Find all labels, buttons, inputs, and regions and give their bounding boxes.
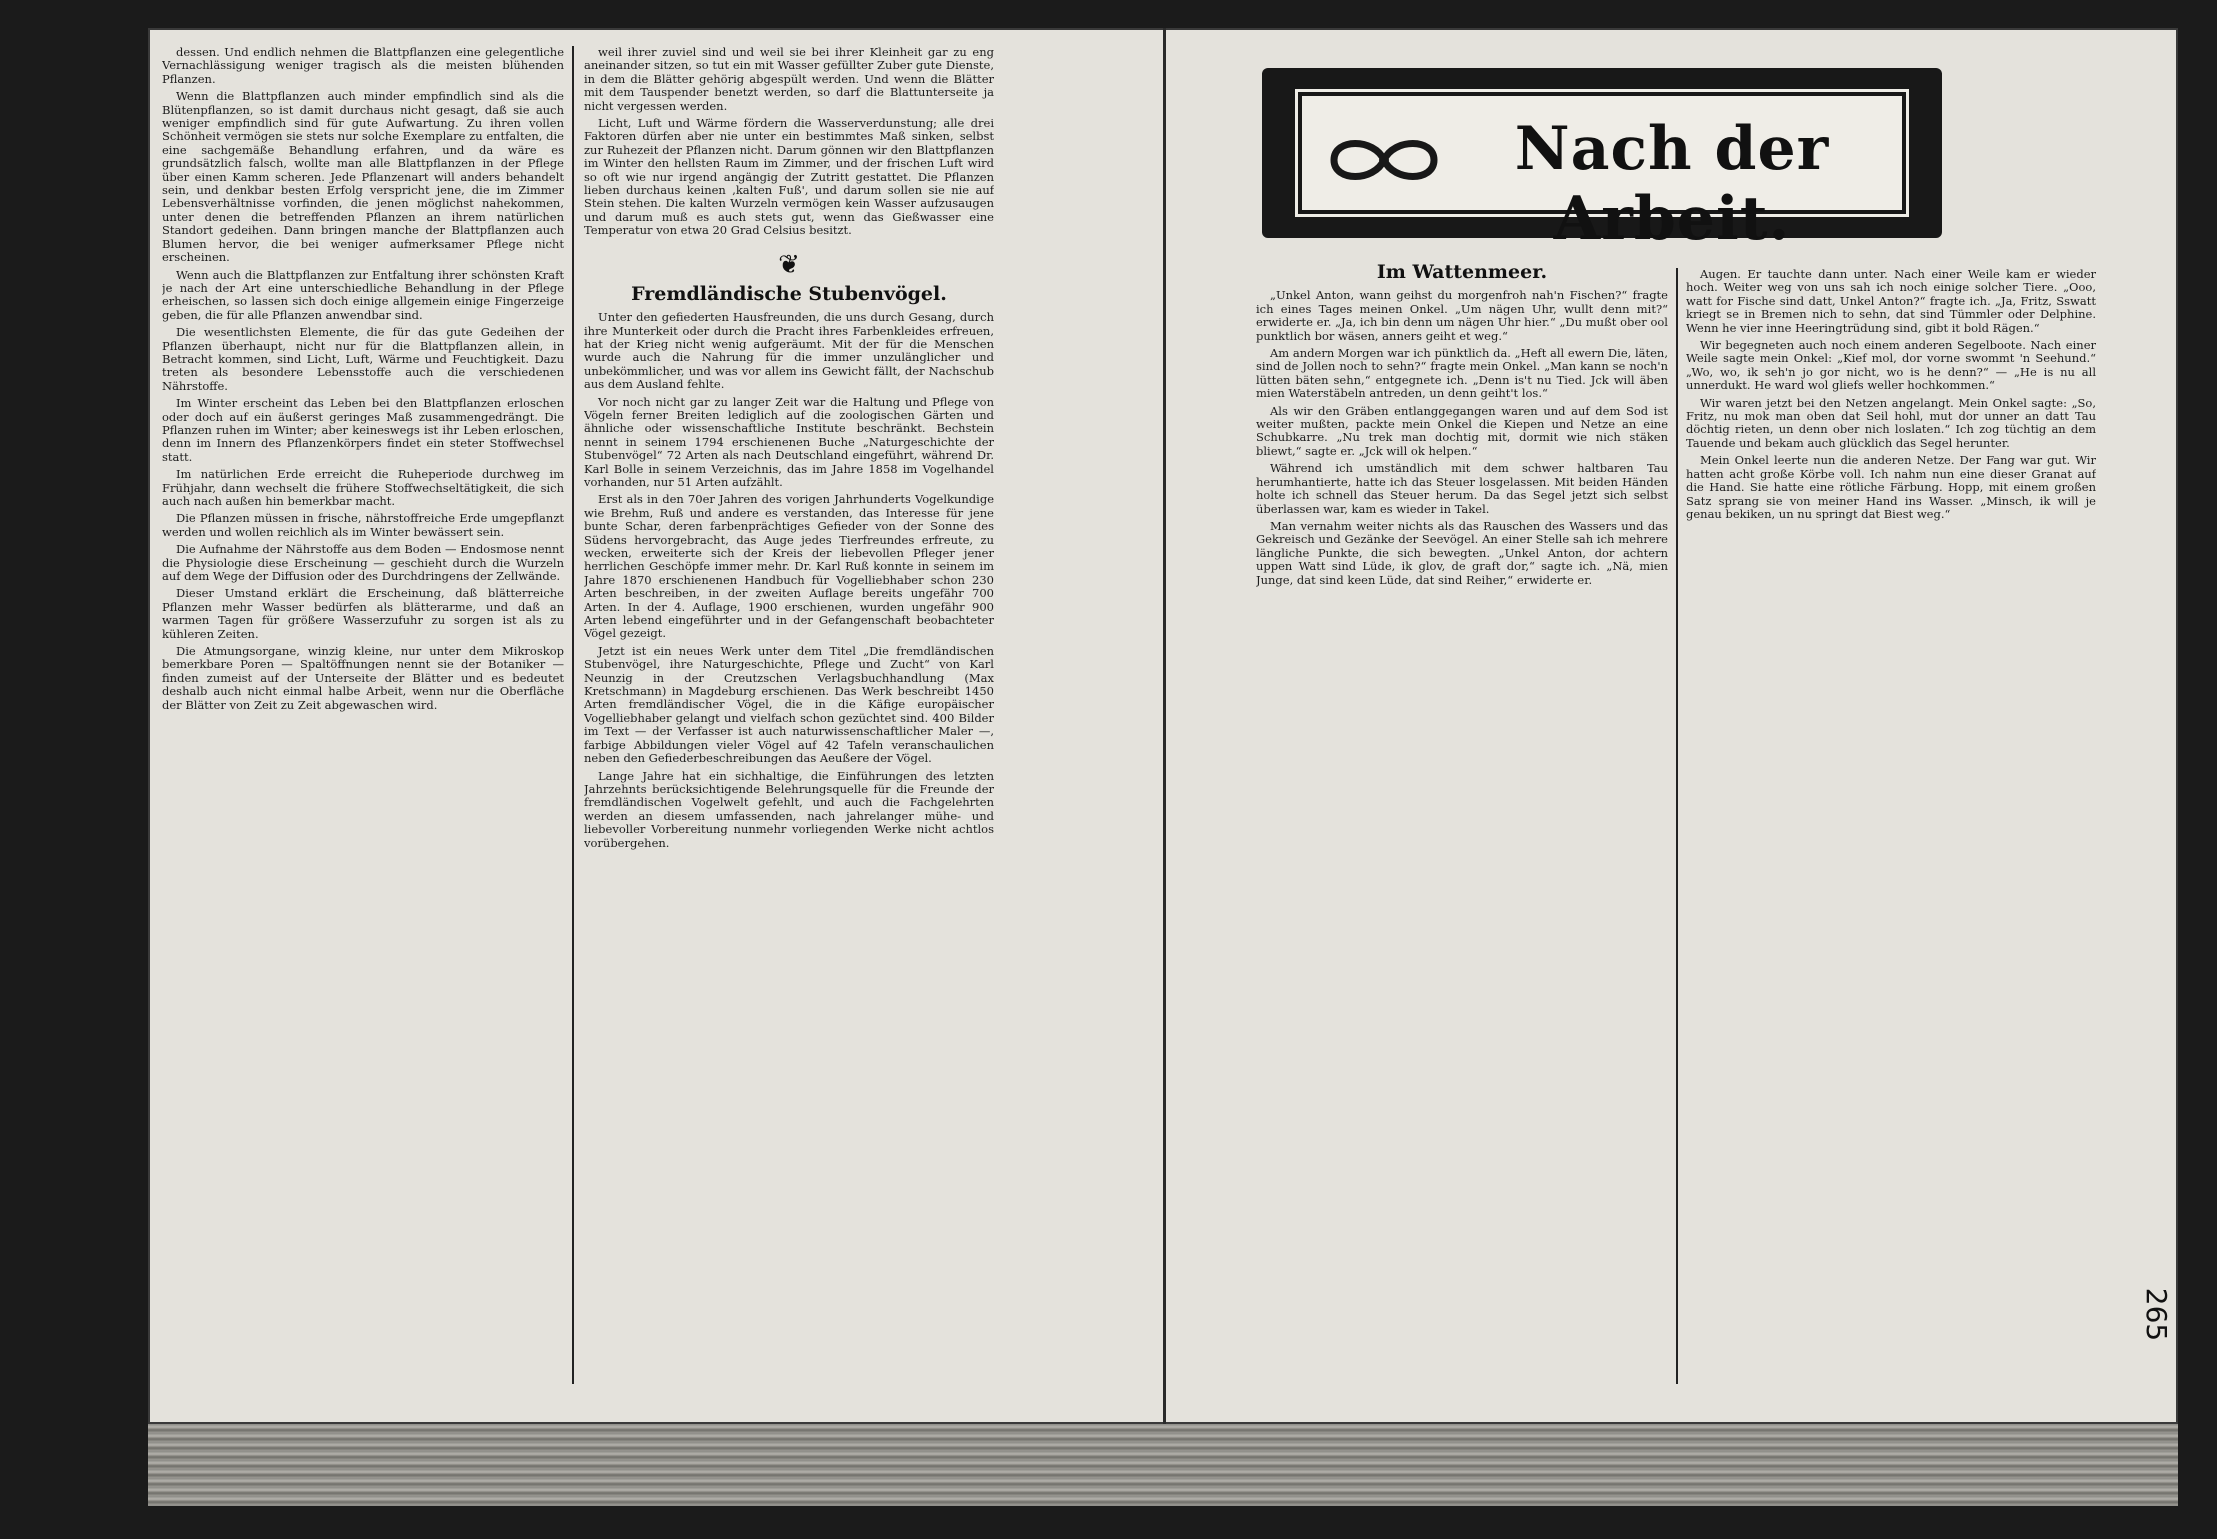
left-page xyxy=(148,28,1163,1424)
paragraph: Wir waren jetzt bei den Netzen angelangt. Mein Onkel sagte: „So, Fritz, nu mok man oben dat Seil hohl, mut dor unner an datt Tau döchtig rieten, un denn ober nich loslaten.“ Ich zog tüchtig an dem Tauende und bekam auch glücklich das Segel herunter. xyxy=(1686,395,2096,450)
paragraph: Die wesentlichsten Elemente, die für das gute Gedeihen der Pflanzen überhaupt, nicht nur für die Blattpflanzen allein, in Betracht kommen, sind Licht, Luft, Wärme und Feuchtigkeit. Dazu treten als besondere Lebensstoffe auch die verschiedenen Nährstoffe. xyxy=(162,325,564,393)
paragraph: dessen. Und endlich nehmen die Blattpflanzen eine gelegentliche Vernachlässigung weniger tragisch als die meisten blühenden Pflanzen. xyxy=(162,46,564,86)
right-column-2 xyxy=(1686,268,2096,1384)
scanned-spread xyxy=(148,28,2178,1424)
paragraph: Die Aufnahme der Nährstoffe aus dem Boden — Endosmose nennt die Physiologie diese Erscheinung — geschieht durch die Wurzeln auf dem Wege der Diffusion oder des Durchdringens der Zellwände. xyxy=(162,542,564,584)
page-number: 265 xyxy=(2139,1287,2173,1342)
paragraph: Wenn die Blattpflanzen auch minder empfindlich sind als die Blütenpflanzen, so ist damit durchaus nicht gesagt, daß sie auch weniger empfindlich sind für gute Aufwartung. Zu ihren vollen Schönheit vermögen sie stets nur solche Exemplare zu entfalten, die eine sachgemäße Behandlung erfahren, und da wäre es grundsätzlich falsch, wollte man alle Blattpflanzen in der Pflege über einen Kamm scheren. Jede Pflanzenart will anders behandelt sein, und denkbar besten Erfolg verspricht jene, die im Zimmer Lebensverhältnisse vorfinden, die jenen möglichst nahekommen, unter denen die betreffenden Pflanzen an ihrem natürlichen Standort gedeihen. Dann bringen manche der Blattpflanzen auch Blumen hervor, die bei weniger aufmerksamer Pflege nicht erscheinen. xyxy=(162,89,564,265)
left-column-1 xyxy=(162,46,564,1384)
section-masthead xyxy=(1262,68,1942,254)
right-column-1 xyxy=(1256,258,1668,1384)
paragraph: Vor noch nicht gar zu langer Zeit war die Haltung und Pflege von Vögeln ferner Breiten lediglich auf die zoologischen Gärten und ähnliche oder wissenschaftliche Institute beschränkt. Bechstein nennt in seinem 1794 erschienenen Buche „Naturgeschichte der Stubenvögel“ 72 Arten als nach Deutschland eingeführt, während Dr. Karl Bolle in seinem Verzeichnis, das im Jahre 1858 im Vogelhandel vorhanden, nur 51 Arten aufzählt. xyxy=(584,394,994,489)
paragraph: Erst als in den 70er Jahren des vorigen Jahrhunderts Vogelkundige wie Brehm, Ruß und andere es verstanden, das Interesse für jene bunte Schar, deren farbenprächtiges Gefieder von der Sonne des Südens hervorgebracht, das Auge jedes Tierfreundes erfreute, zu wecken, erweiterte sich der Kreis der liebevollen Pfleger jener herrlichen Geschöpfe immer mehr. Dr. Karl Ruß konnte in seinem im Jahre 1870 erschienenen Handbuch für Vogelliebhaber schon 230 Arten beschreiben, in der zweiten Auflage bereits ungefähr 700 Arten. In der 4. Auflage, 1900 erschienen, wurden ungefähr 900 Arten lebend eingeführter und in der Gefangenschaft beobachteter Vögel gezeigt. xyxy=(584,492,994,641)
paragraph: Unter den gefiederten Hausfreunden, die uns durch Gesang, durch ihre Munterkeit oder durch die Pracht ihres Farbenkleides erfreuen, hat der Krieg nicht wenig aufgeräumt. Mit der für die Menschen wurde auch die Nahrung für die immer unzulänglicher und unbekömmlicher, und was vor allem ins Gewicht fällt, der Nachschub aus dem Ausland fehlte. xyxy=(584,310,994,392)
paragraph: Wenn auch die Blattpflanzen zur Entfaltung ihrer schönsten Kraft je nach der Art eine unterschiedliche Behandlung in der Pflege erheischen, so lassen sich doch einige allgemein einige Fingerzeige geben, die für alle Pflanzen anwendbar sind. xyxy=(162,267,564,322)
paragraph: Licht, Luft und Wärme fördern die Wasserverdunstung; alle drei Faktoren dürfen aber nie unter ein bestimmtes Maß sinken, selbst zur Ruhezeit der Pflanzen nicht. Darum gönnen wir den Blattpflanzen im Winter den hellsten Raum im Zimmer, und der frischen Luft wird so oft wie nur irgend angängig der Zutritt gestattet. Die Pflanzen lieben durchaus keinen ‚kalten Fuß', und darum sollen sie nie auf Stein stehen. Die kalten Wurzeln vermögen kein Wasser aufzusaugen und darum muß es auch stets gut, wenn das Gießwasser eine Temperatur von etwa 20 Grad Celsius besitzt. xyxy=(584,116,994,238)
column-divider xyxy=(572,46,574,1384)
paragraph: Jetzt ist ein neues Werk unter dem Titel „Die fremdländischen Stubenvögel, ihre Naturgeschichte, Pflege und Zucht“ von Karl Neunzig in der Creutzschen Verlagsbuchhandlung (Max Kretschmann) in Magdeburg erschienen. Das Werk beschreibt 1450 Arten fremdländischer Vögel, die in die Käfige europäischer Vogelliebhaber gelangt und vielfach schon gezüchtet sind. 400 Bilder im Text — der Verfasser ist auch naturwissenschaftlicher Maler —, farbige Abbildungen vieler Vögel auf 42 Tafeln veranschaulichen neben den Gefiederbeschreibungen das Aeußere der Vögel. xyxy=(584,643,994,766)
book-page-edges xyxy=(148,1424,2178,1506)
paragraph: weil ihrer zuviel sind und weil sie bei ihrer Kleinheit gar zu eng aneinander sitzen, so tut ein mit Wasser gefüllter Zuber gute Dienste, in dem die Blätter gehörig abgespült werden. Und wenn die Blätter mit dem Tauspender benetzt werden, so darf die Blattunterseite ja nicht vergessen werden. xyxy=(584,46,994,113)
paragraph: Die Atmungsorgane, winzig kleine, nur unter dem Mikroskop bemerkbare Poren — Spaltöffnungen nennt sie der Botaniker — finden zumeist auf der Unterseite der Blätter und es bedeutet deshalb auch nicht einmal halbe Arbeit, wenn nur die Oberfläche der Blätter von Zeit zu Zeit abgewaschen wird. xyxy=(162,644,564,712)
paragraph: Während ich umständlich mit dem schwer haltbaren Tau herumhantierte, hatte ich das Steuer losgelassen. Mit beiden Händen holte ich schnell das Steuer herum. Da das Segel jetzt sich selbst überlassen war, kam es wieder in Takel. xyxy=(1256,461,1668,516)
paragraph: Man vernahm weiter nichts als das Rauschen des Wassers und das Gekreisch und Gezänke der Seevögel. An einer Stelle sah ich mehrere längliche Punkte, die sich bewegten. „Unkel Anton, dor achtern uppen Watt sind Lüde, ik glov, de graft dor,“ sagte ich. „Nä, mien Junge, dat sind keen Lüde, dat sind Reiher,“ erwiderte er. xyxy=(1256,518,1668,587)
left-column-2 xyxy=(584,46,994,1384)
column-divider xyxy=(1676,268,1678,1384)
paragraph: Im Winter erscheint das Leben bei den Blattpflanzen erloschen oder doch auf ein äußerst geringes Maß zusammengedrängt. Die Pflanzen ruhen im Winter; aber keineswegs ist ihr Leben erloschen, denn im Innern des Pflanzenkörpers findet ein steter Stoffwechsel statt. xyxy=(162,396,564,464)
masthead-title: Nach der Arbeit. xyxy=(1514,114,1830,254)
paragraph: Mein Onkel leerte nun die anderen Netze. Der Fang war gut. Wir hatten acht große Körbe voll. Ich nahm nun eine dieser Granat auf die Hand. Sie hatte eine rötliche Färbung. Hopp, mit einem großen Satz sprang sie von meiner Hand ins Wasser. „Minsch, ik will je genau bekiken, un nu springt dat Biest weg.“ xyxy=(1686,453,2096,521)
paragraph: Als wir den Gräben entlanggegangen waren und auf dem Sod ist weiter mußten, packte mein Onkel die Kiepen und Netze an eine Schubkarre. „Nu trek man dochtig mit, dormit wie nich stäken bliewt,“ sagte er. „Jck will ok helpen.“ xyxy=(1256,403,1668,458)
article-heading: Im Wattenmeer. xyxy=(1376,261,1548,283)
paragraph: Lange Jahre hat ein sichhaltige, die Einführungen des letzten Jahrzehnts berücksichtigende Belehrungsquelle für die Freunde der fremdländischen Vogelwelt gefehlt, und auch die Fachgelehrten werden an diesem umfassenden, nach jahrelanger mühe- und liebevoller Vorbereitung nunmehr vorliegenden Werke nicht achtlos vorübergehen. xyxy=(584,768,994,850)
paragraph: Am andern Morgen war ich pünktlich da. „Heft all ewern Die, läten, sind de Jollen noch to sehn?“ fragte mein Onkel. „Man kann se noch'n lütten bäten sehn,“ entgegnete ich. „Denn is't nu Tied. Jck will äben mien Waterstäbeln antreden, un denn geiht't los.“ xyxy=(1256,346,1668,401)
masthead-frame xyxy=(1298,92,1906,254)
paragraph: Im natürlichen Erde erreicht die Ruheperiode durchweg im Frühjahr, dann wechselt die frühere Stoffwechseltätigkeit, die sich auch nach außen hin bemerkbar macht. xyxy=(162,467,564,508)
paragraph: Wir begegneten auch noch einem anderen Segelboote. Nach einer Weile sagte mein Onkel: „Kief mol, dor vorne swommt 'n Seehund.“ „Wo, wo, ik seh'n jo gor nicht, wo is he denn?“ — „He is nu all unnerdukt. He ward wol gliefs weller hochkommen.“ xyxy=(1686,338,2096,393)
paragraph: Die Pflanzen müssen in frische, nährstoffreiche Erde umgepflanzt werden und wollen reichlich als im Winter bewässert sein. xyxy=(162,511,564,539)
paragraph: Augen. Er tauchte dann unter. Nach einer Weile kam er wieder hoch. Weiter weg von uns sah ich noch einige solcher Tiere. „Ooo, watt for Fische sind datt, Unkel Anton?“ fragte ich. „Ja, Fritz, Sswatt kriegt se in Bremen nich to sehn, dat sind Tümmler oder Delphine. Wenn he vier inne Heeringtrüdung sind, gibt it bold Rägen.“ xyxy=(1686,268,2096,335)
article-heading: Fremdländische Stubenvögel. xyxy=(631,282,947,305)
right-page xyxy=(1163,28,2181,1424)
paragraph: Dieser Umstand erklärt die Erscheinung, daß blätterreiche Pflanzen mehr Wasser bedürfen als blätterarme, und daß an warmen Tagen für größere Wasserzufuhr zu sorgen ist als zu kühleren Zeiten. xyxy=(162,586,564,641)
ornament-divider: ❦ xyxy=(778,249,800,280)
knot-ornament-icon xyxy=(1324,128,1444,192)
paragraph: „Unkel Anton, wann geihst du morgenfroh nah'n Fischen?“ fragte ich eines Tages meinen Onkel. „Um nägen Uhr, wullt denn mit?“ erwiderte er. „Ja, ich bin denn um nägen Uhr hier.“ „Du mußt ober ool punktlich bor wäsen, anners geiht et weg.“ xyxy=(1256,288,1668,343)
